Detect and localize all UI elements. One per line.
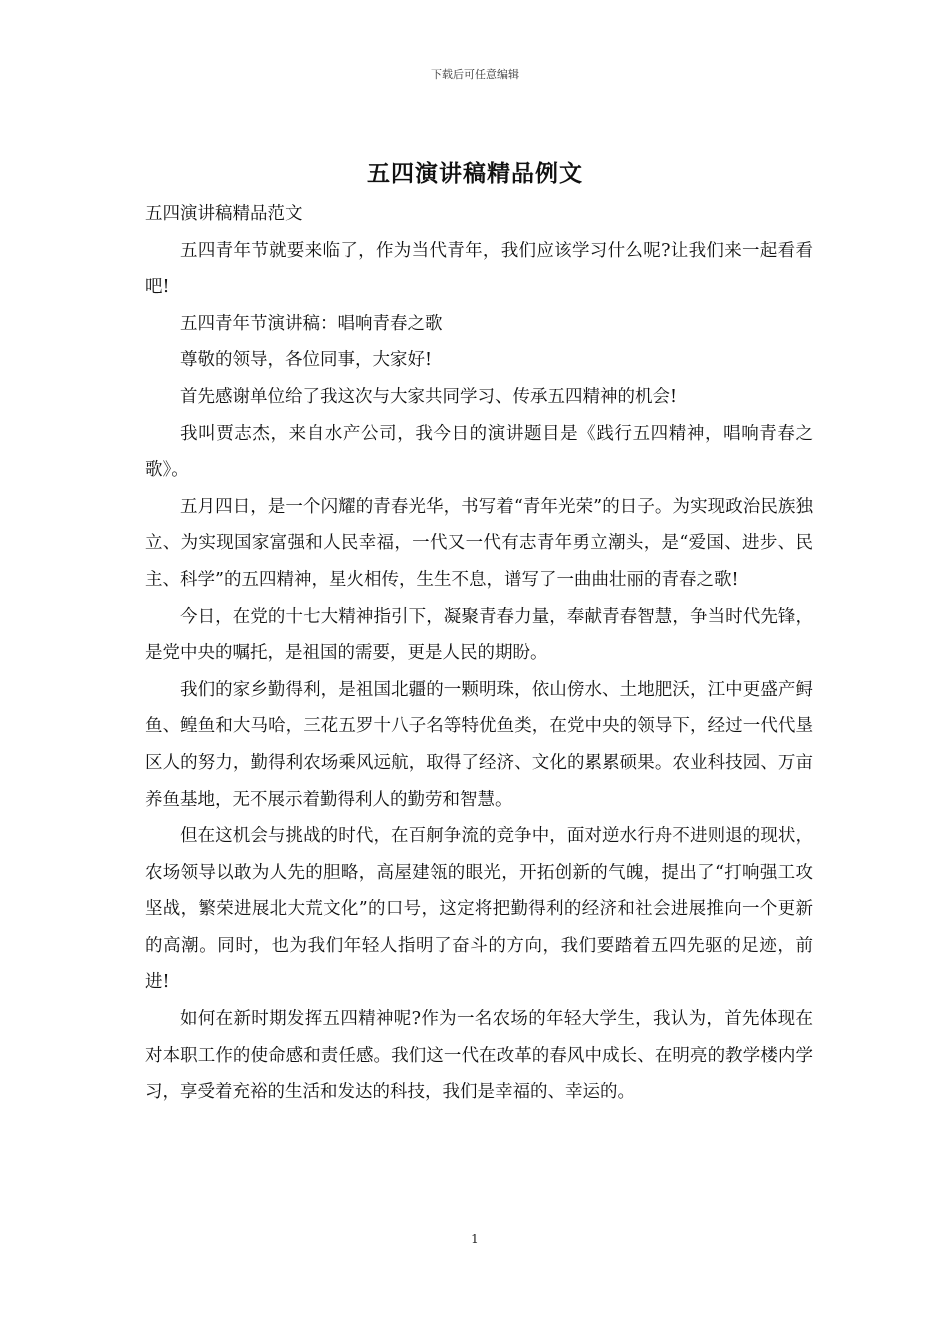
paragraph: 但在这机会与挑战的时代，在百舸争流的竞争中，面对逆水行舟不进则退的现状，农场领导以敢为人先的胆略，高屋建瓴的眼光，开拓创新的气魄，提出了“打响强工攻坚战，繁荣进展北大荒文化”的口号，这定将把勤得利的经济和社会进展推向一个更新的高潮。同时，也为我们年轻人指明了奋斗的方向，我们要踏着五四先驱的足迹，前进!	[145, 826, 813, 993]
paragraph: 首先感谢单位给了我这次与大家共同学习、传承五四精神的机会!	[180, 386, 678, 407]
paragraph: 尊敬的领导，各位同事，大家好!	[180, 350, 433, 371]
paragraph: 五月四日，是一个闪耀的青春光华，书写着“青年光荣”的日子。为实现政治民族独立、为实现国家富强和人民幸福，一代又一代有志青年勇立潮头，是“爱国、进步、民主、科学”的五四精神，星火相传，生生不息，谱写了一曲曲壮丽的青春之歌!	[145, 496, 813, 590]
paragraph: 如何在新时期发挥五四精神呢?作为一名农场的年轻大学生，我认为，首先体现在对本职工作的使命感和责任感。我们这一代在改革的春风中成长、在明亮的教学楼内学习，享受着充裕的生活和发达的科技，我们是幸福的、幸运的。	[145, 1009, 813, 1103]
document-body	[145, 196, 813, 1111]
paragraph: 五四青年节演讲稿：唱响青春之歌	[180, 313, 443, 334]
paragraph: 今日，在党的十七大精神指引下，凝聚青春力量，奉献青春智慧，争当时代先锋，是党中央的嘱托，是祖国的需要，更是人民的期盼。	[145, 606, 813, 664]
paragraph: 我们的家乡勤得利，是祖国北疆的一颗明珠，依山傍水、土地肥沃，江中更盛产鲟鱼、鳇鱼和大马哈，三花五罗十八子名等特优鱼类，在党中央的领导下，经过一代代垦区人的努力，勤得利农场乘风远航，取得了经济、文化的累累硕果。农业科技园、万亩养鱼基地，无不展示着勤得利人的勤劳和智慧。	[145, 679, 813, 810]
paragraph: 我叫贾志杰，来自水产公司，我今日的演讲题目是《践行五四精神，唱响青春之歌》。	[145, 423, 813, 481]
paragraph: 五四青年节就要来临了，作为当代青年，我们应该学习什么呢?让我们来一起看看吧!	[145, 240, 813, 298]
document-subtitle: 五四演讲稿精品范文	[145, 204, 303, 224]
page-number: 1	[471, 1232, 479, 1246]
document-title: 五四演讲稿精品例文	[367, 160, 583, 187]
header-note: 下载后可任意编辑	[431, 68, 519, 81]
